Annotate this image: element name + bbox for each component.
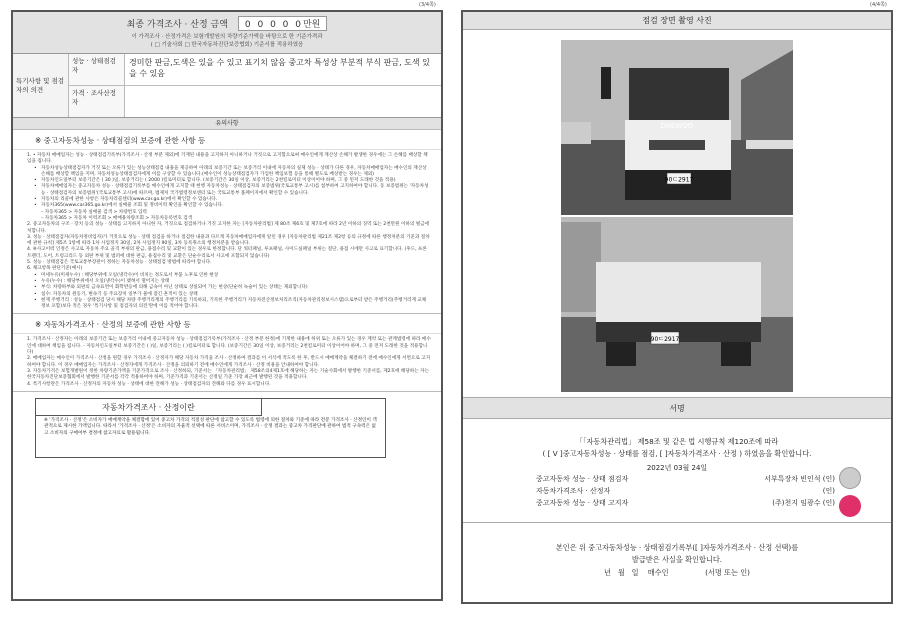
notice-item: 3. 자동차가격은 보험개발원이 정한 차량기준가액을 기준가격으로 조사 · 산정하되, 기준서는 「자동차관리법」 제58조의4제1호에 해당하는 자는 기술사회에서 발행한 기준서를, 제2호에 해당하는 자는 한국자동차진단보증협회에서 발행한 기준서를 각각 적용하여야 하며, 기준가격과 기준서는 산정일 기준 가장 최근에 발행된 것을 적용합니다.: [27, 368, 430, 381]
inspector-label: 성능 · 상태점검자: [69, 54, 125, 85]
signer-name-inspector: 서부특장차 빈인석 (인): [764, 475, 835, 483]
notice-item: – 자동차365 > 자동차 이력조회 > 매매용차량조회 > 자동차등록번호 검색: [41, 215, 193, 221]
section2-list: [13, 334, 441, 390]
signer-role-inspector: 중고자동차 성능 · 상태 점검자: [536, 475, 629, 483]
notice-item: • 누유(누수) : 해당부위에서 오일(냉각수)이 맺혀서 떨어지는 상태: [27, 279, 431, 285]
notice-item: • 자동차인도일부터 보증기간은 ( 30 )일, 보증거리는 ( 2000 )킬로미터로 합니다. (보증기간은 30일 이상, 보증거리는 2천킬로미터 이상이어야 하며, 그 중 먼저 도래한 것을 적용): [27, 178, 431, 184]
notice-item: 2. 매매업자는 매수인이 가격조사 · 산정을 원할 경우 가격조사 · 산정자가 해당 자동차 가격을 조사 · 산정하여 결과를 이 서식에 적도록 한 후, 반드시 매매계약을 체결하기 전에 매수인에게 서면으로 고지하여야 합니다. 이 경우 매매업자는 가격조사 · 산정자에게 가격조사 · 산정을 의뢰하기 전에 매수인에게 가격조사 · 산정 비용을 안내하여야 합니다.: [27, 356, 431, 368]
notice-item: • 침수: 자동차의 원동기, 변속기 등 주요장치 일부가 물에 잠긴 흔적이 있는 상태: [27, 292, 431, 298]
notice-item: 4. 특기사항란은 가격조사 · 산정자의 자동차 성능 · 상태에 대한 견해가 성능 · 상태점검자의 견해와 다를 경우 표시합니다.: [27, 381, 271, 387]
signer-name-notifier: (주)천지 임광수 (인): [772, 499, 835, 507]
notice-item: • 자동차의 리콜에 관한 사항은 자동차리콜센터(www.car.go.kr)에서 확인할 수 있습니다.: [27, 197, 431, 203]
notice-item: • 현재 주행거리 : 성능 · 상태점검 당시 해당 차량 주행거리계의 주행거리를 기록하되, 기록한 주행거리가 자동차전산정보처리조직(자동차관리정보시스템)으로부터 받은 주행거리(주행거리계 교체 정보 포함)보다 적은 경우 '특기사항 및 점검자의 의견'란에 이를 적어야 합니다.: [27, 298, 431, 311]
final-price-title: 최종 가격조사 · 산정 금액: [126, 20, 228, 30]
appraiser-label: 가격 · 조사산정자: [69, 86, 125, 117]
page-number: (3/4쪽): [419, 2, 436, 8]
section1-list: [13, 150, 441, 313]
notifier-seal-icon: [839, 495, 861, 517]
notice-item: 4. ※사고이력 인정은 사고로 자동차 주요 골격 부위의 판금, 용접수리 및 교환이 있는 경우로 한정합니다. 단 쿼터패널, 루프패널, 사이드실패널 부위는 절단, 용접 시에만 사고로 표기합니다. (후드, 프론트펜더, 도어, 트렁크리드 등 외판 부위 및 범퍼에 대한 판금, 용접수리 및 교환은 단순수리로서 사고에 포함되지 않습니다): [27, 247, 427, 259]
inspector-opinion: 경미한 판금,도색은 있을 수 있고 표기치 않음 중고차 특성상 부분적 부식 판금, 도색 있을 수 있음: [129, 58, 430, 78]
signature-header: 서명: [463, 397, 891, 419]
opinion-label: 특기사항 및 점검자의 의견: [13, 54, 69, 117]
notice-header: 유의사항: [13, 118, 441, 130]
notice-item: 3. 성능 · 상태점검자(자동차정비업자)가 거짓으로 성능 · 상태 점검을 하거나 점검한 내용과 다르게 자동차매매업자에게 알린 경우 [자동차관리법 제21조 제2항 등의 규정에 따른 행정처분의 기준과 절차에 관한 규칙] 제5조 1항에 따라 1차 사업정지 30일, 2차 사업정지 90일, 3차 등록취소의 행정처분을 받습니다.: [27, 234, 430, 247]
appraiser-opinion: [125, 86, 441, 117]
final-amount-field: 0 0 0 0 0만원: [238, 16, 327, 31]
notice-item: • 부식: 차량하부와 외판의 금속표면이 화학반응에 의해 금속이 아닌 상태로 상실되어 가는 현상(단순히 녹슬어 있는 상태는 제외합니다): [27, 285, 431, 291]
notice-item: 5. 성능 · 상태점검은 국토교통부장관이 정하는 자동차성능 · 상태점검 방법에 따라야 합니다.: [27, 260, 212, 266]
law-line-1: 「「자동차관리법」 제58조 및 같은 법 시행규칙 제120조에 따라: [575, 437, 779, 446]
signer-name-appraiser: (인): [822, 487, 835, 495]
sign-date: 2022년 03월 24일: [646, 464, 708, 472]
photo-header: 점검 장면 촬영 사진: [463, 12, 891, 30]
section2-title: ※ 자동차가격조사 · 산정의 보증에 관한 사항 등: [13, 313, 441, 334]
notice-item: • 미세누유(미세누수) : 해당부위에 오일(냉각수)이 비치는 정도로서 부품 노후로 인한 현상: [27, 273, 431, 279]
inspection-page-4: [461, 10, 893, 604]
appraisal-info-title: 자동차가격조사 · 산정이란: [36, 399, 262, 416]
truck-rear-photo: [561, 217, 793, 392]
appraisal-info-box: [35, 398, 386, 458]
final-note-1: 이 가격조사 · 산정가격은 보험개발원의 차량기준가액을 바탕으로 한 기준가격과: [131, 34, 323, 40]
truck-logo: DAEWOO: [660, 122, 694, 130]
notice-item: • 자동차성능상태점검자가 거짓 또는 오류가 있는 성능상태점검 내용을 제공하여 아래의 보증기간 또는 보증거리 이내에 자동차의 실제 성능 · 상태가 다른 경우, 자동차매매업자는 매수인의 재산상 손해를 배상할 책임을 지며, 자동차성능상태점검자에게 이를 구상할 수 있습니다.(매수인이 성능상태점검자가 가입한 책임보험 등을 통해 별도로 배상받는 경우는 제외): [27, 166, 431, 179]
appraisal-info-text: ※ '가격조사 · 산정'은 소비자가 매매계약을 체결함에 있어 중고차 가격의 적절성 판단에 참고할 수 있도록 법령에 의한 절차와 기준에 따라 전문 가격조사 · 산정인이 객관적으로 제시한 가액입니다. 따라서 '가격조사 · 산정'은 소비자의 자율적 선택에 따른 서비스이며, 가격조사 · 산정 결과는 중고차 가격판단에 관하여 법적 구속력은 없고 소비자의 구매여부 결정에 참고자료로 활용됩니다.: [44, 417, 377, 436]
rear-plate: 90ㄷ2917: [650, 336, 680, 343]
notice-item: – 자동차365 > 자동차 실매물 검색 > 차량번호 입력: [41, 209, 147, 215]
notice-item: 6. 체크항목 판단기준(예시): [27, 266, 83, 272]
inspector-seal-icon: [839, 467, 861, 489]
notice-item: 2. 중고자동차의 구조 · 장치 등의 성능 · 상태를 고지하지 아니한 자, 거짓으로 점검하거나 거짓 고지한 자는 [자동차관리법] 제 80조 제6호 및 제7호에 따라 2년 이하의 징역 또는 2천만원 이하의 벌금에 처합니다.: [27, 222, 430, 234]
page-number: (4/4쪽): [870, 2, 887, 8]
notice-item: • 자동차매매업자는 중고자동차 성능 · 상태점검기록부를 매수인에게 고지할 때 현행 자동차성능 · 상태점검자의 보증범위(국토교통부 고시)를 첨부하여 고지하여야 합니다. 동 보증범위는 '자동차성능 · 상태점검자의 보증범위'(국토교통부 고시)에 따르며, 법제처 국가법령정보센터 또는 국토교통부 홈페이지에서 확인할 수 있습니다.: [27, 184, 431, 197]
notice-item: 1. 가격조사 · 산정자는 아래의 보증기간 또는 보증거리 이내에 중고자동차 성능 · 상태점검기록부(가격조사 · 산정 부분 한정)에 기재한 내용에 허위 또는 오류가 있는 경우 계약 또는 관계법령에 따라 매수인에 대하여 책임을 집니다. - 자동차인도일부터 보증기간은 ( )일, 보증거리는 ( )킬로미터로 합니다. (보증기간은 30일 이상, 보증거리는 2천킬로미터 이상이어야 하며, 그 중 먼저 도래한 것을 적용합니다): [27, 337, 431, 356]
notice-item: 1. • 자동차 매매업자는 성능 · 상태점검기록부(가격조사 · 산정 부분 제외)에 기재된 내용을 고지하지 아니하거나 거짓으로 고지함으로써 매수인에게 재산상 손해가 발생한 경우에는 그 손해를 배상할 책임을 집니다.: [27, 153, 428, 165]
inspection-page-3: [11, 10, 443, 601]
law-line-2: ( [ V ]중고자동차성능 · 상태를 점검, [ ]자동차가격조사 · 산정 ) 하였음을 확인합니다.: [542, 449, 812, 458]
receipt-line-1: 본인은 위 중고자동차성능 · 상태점검기록부([ ]자동차가격조사 · 산정 선택)를: [555, 543, 799, 552]
receipt-line-3: 년 월 일 매수인 (서명 또는 인): [604, 568, 750, 577]
notice-item: • 자동차365(www.car365.go.kr)에서 실매물 조회 및 정비이력 확인을 확인할 수 있습니다.: [27, 203, 431, 209]
signer-role-appraiser: 자동차가격조사 · 산정자: [536, 487, 611, 495]
final-note-2: ( □ 기술사회 □ 한국자동차진단보증협회) 기준서를 적용하였음: [150, 42, 304, 48]
final-price-header: [13, 12, 441, 54]
section1-title: ※ 중고자동차성능 · 상태점검의 보증에 관한 사항 등: [13, 130, 441, 150]
receipt-line-2: 발급받은 사실을 확인합니다.: [631, 555, 723, 564]
truck-front-photo: [561, 40, 793, 215]
front-plate: 90ㄷ2917: [664, 176, 694, 184]
signer-role-notifier: 중고자동차 성능 · 상태 고지자: [536, 499, 629, 507]
